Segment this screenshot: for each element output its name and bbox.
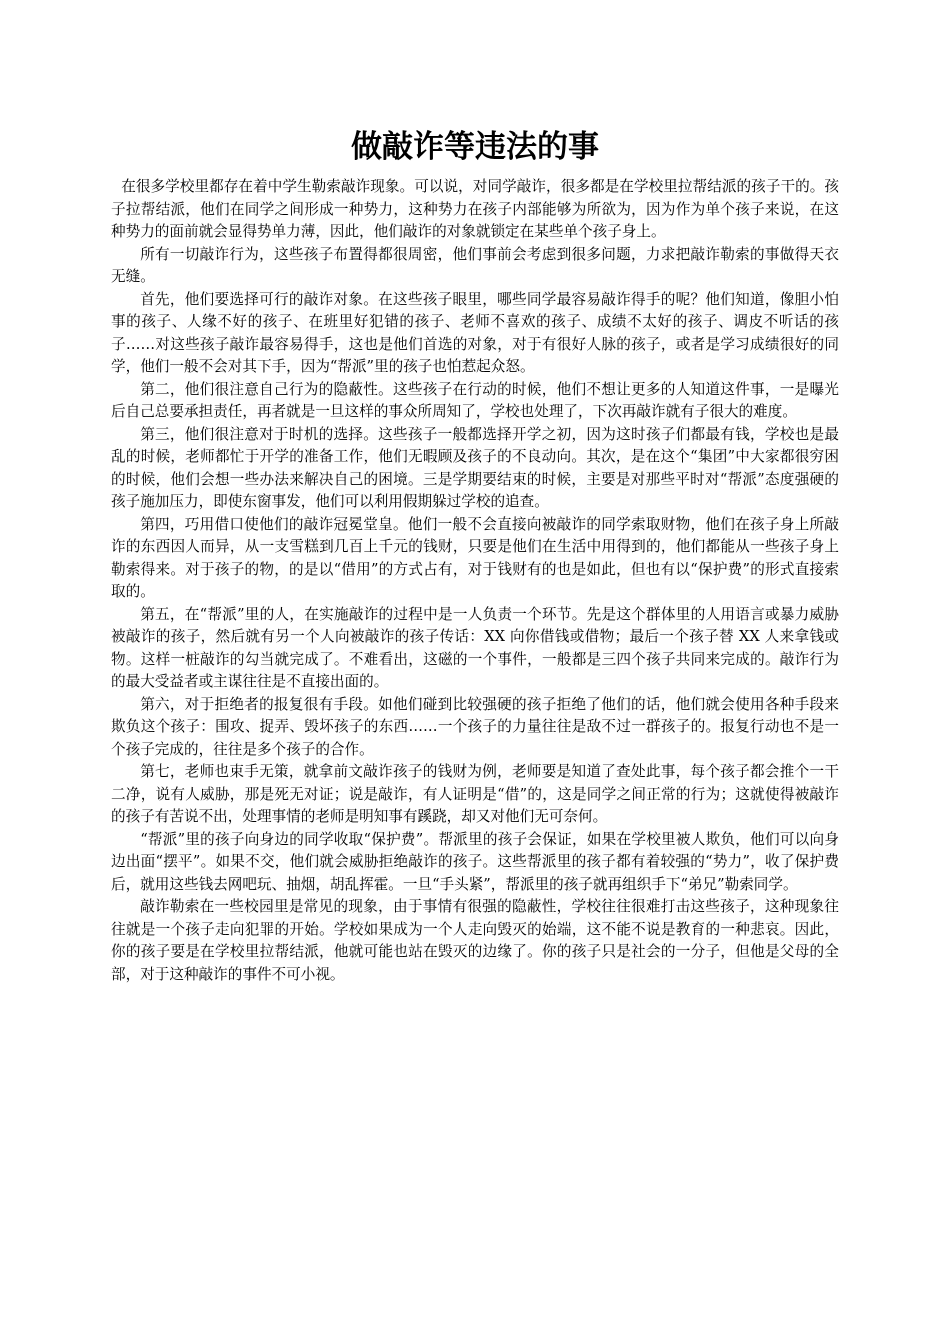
paragraph-4: 第二，他们很注意自己行为的隐蔽性。这些孩子在行动的时候，他们不想让更多的人知道这件事，一是曝光后自己总要承担责任，再者就是一旦这样的事众所周知了，学校也处理了，下次再敲诈就有子很大的难度。: [111, 380, 839, 420]
document-body: [111, 176, 839, 986]
paragraph-1: 在很多学校里都存在着中学生勒索敲诈现象。可以说，对同学敲诈，很多都是在学校里拉帮结派的孩子干的。孩子拉帮结派，他们在同学之间形成一种势力，这种势力在孩子内部能够为所欲为，因为作为单个孩子来说，在这种势力的面前就会显得势单力薄，因此，他们敲诈的对象就锁定在某些单个孩子身上。: [111, 178, 839, 240]
paragraph-10: “帮派”里的孩子向身边的同学收取“保护费”。帮派里的孩子会保证，如果在学校里被人欺负，他们可以向身边出面“摆平”。如果不交，他们就会威胁拒绝敲诈的孩子。这些帮派里的孩子都有着较强的“势力”，收了保护费后，就用这些钱去网吧玩、抽烟，胡乱挥霍。一旦“手头紧”，帮派里的孩子就再组织手下“弟兄”勒索同学。: [111, 830, 839, 893]
paragraph-2: 所有一切敲诈行为，这些孩子布置得都很周密，他们事前会考虑到很多问题，力求把敲诈勒索的事做得天衣无缝。: [111, 245, 839, 285]
paragraph-11: 敲诈勒索在一些校园里是常见的现象，由于事情有很强的隐蔽性，学校往往很难打击这些孩子，这种现象往往就是一个孩子走向犯罪的开始。学校如果成为一个人走向毁灭的始端，这不能不说是教育的一种悲哀。因此，你的孩子要是在学校里拉帮结派，他就可能也站在毁灭的边缘了。你的孩子只是社会的一分子，但他是父母的全部，对于这种敲诈的事件不可小视。: [111, 898, 839, 983]
paragraph-8: 第六，对于拒绝者的报复很有手段。如他们碰到比较强硬的孩子拒绝了他们的话，他们就会使用各种手段来欺负这个孩子：围攻、捉弄、毁坏孩子的东西……一个孩子的力量往往是敌不过一群孩子的。报复行动也不是一个孩子完成的，往往是多个孩子的合作。: [111, 695, 839, 758]
paragraph-9: 第七，老师也束手无策，就拿前文敲诈孩子的钱财为例，老师要是知道了查处此事，每个孩子都会推个一干二净，说有人威胁，那是死无对证；说是敲诈，有人证明是“借”的，这是同学之间正常的行为；这就使得被敲诈的孩子有苦说不出，处理事情的老师是明知事有蹊跷，却又对他们无可奈何。: [111, 763, 839, 825]
paragraph-6: 第四，巧用借口使他们的敲诈冠冕堂皇。他们一般不会直接向被敲诈的同学索取财物，他们在孩子身上所敲诈的东西因人而异，从一支雪糕到几百上千元的钱财，只要是他们在生活中用得到的，他们都能从一些孩子身上勒索得来。对于孩子的物，的是以“借用”的方式占有，对于钱财有的也是如此，但也有以“保护费”的形式直接索取的。: [111, 515, 839, 600]
paragraph-7: 第五，在“帮派”里的人，在实施敲诈的过程中是一人负责一个环节。先是这个群体里的人用语言或暴力威胁被敲诈的孩子，然后就有另一个人向被敲诈的孩子传话：XX 向你借钱或借物；最后一个孩子替 XX 人来拿钱或物。这样一桩敲诈的勾当就完成了。不难看出，这磁的一个事件，一般都是三四个孩子共同来完成的。敲诈行为的最大受益者或主谋往往是不直接出面的。: [111, 605, 839, 690]
paragraph-3: 首先，他们要选择可行的敲诈对象。在这些孩子眼里，哪些同学最容易敲诈得手的呢？他们知道，像胆小怕事的孩子、人缘不好的孩子、在班里好犯错的孩子、老师不喜欢的孩子、成绩不太好的孩子、调皮不听话的孩子……对这些孩子敲诈最容易得手，这也是他们首选的对象，对于有很好人脉的孩子，或者是学习成绩很好的同学，他们一般不会对其下手，因为“帮派”里的孩子也怕惹起众怒。: [111, 290, 839, 375]
document-title: 做敲诈等违法的事: [351, 129, 599, 165]
paragraph-5: 第三，他们很注意对于时机的选择。这些孩子一般都选择开学之初，因为这时孩子们都最有钱，学校也是最乱的时候，老师都忙于开学的准备工作，他们无暇顾及孩子的不良动向。其次，是在这个“集团”中大家都很穷困的时候，他们会想一些办法来解决自己的困境。三是学期要结束的时候，主要是对那些平时对“帮派”态度强硬的孩子施加压力，即使东窗事发，他们可以利用假期躲过学校的追查。: [111, 425, 839, 510]
